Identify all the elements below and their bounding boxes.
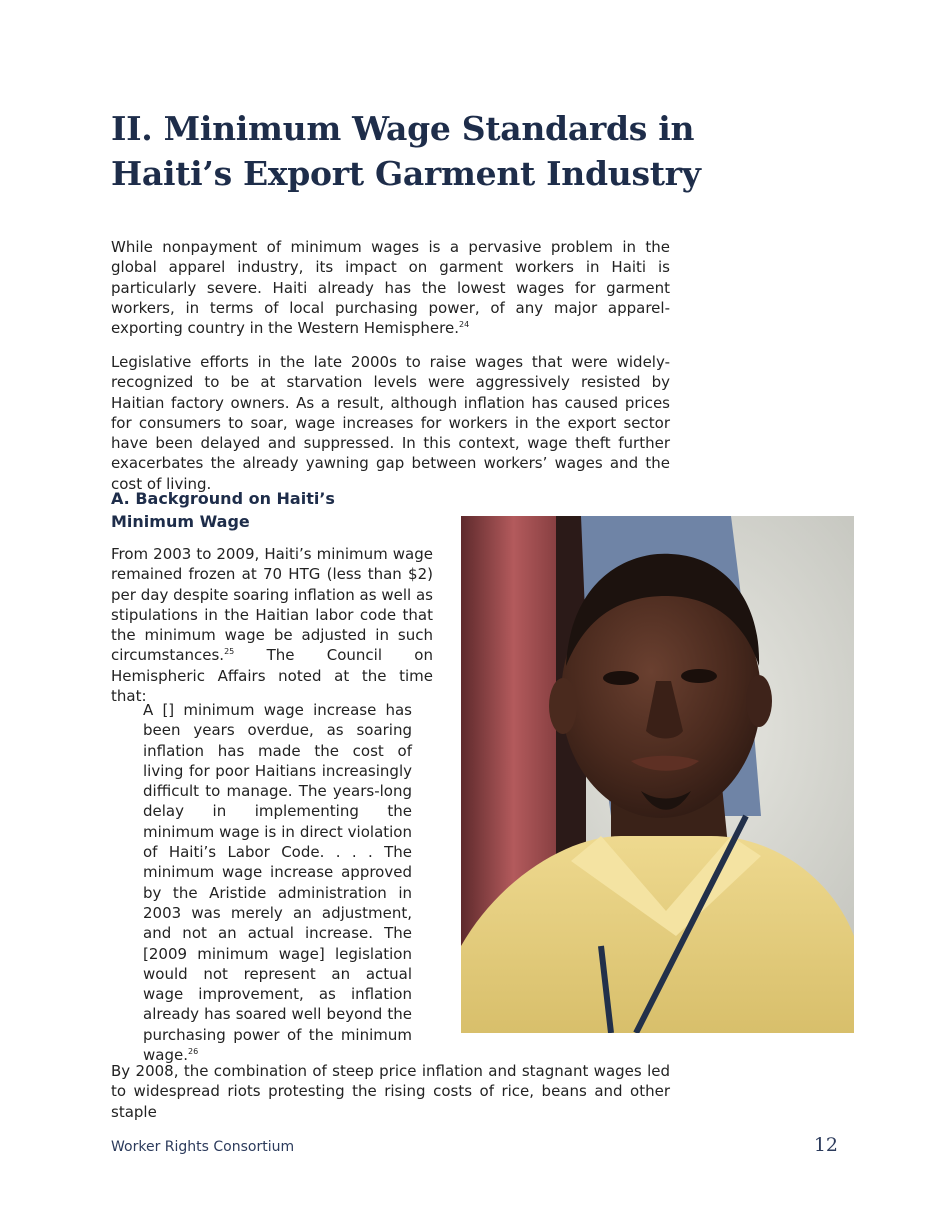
page-number: 12: [813, 1134, 838, 1156]
section-heading-line-2: Minimum Wage: [111, 512, 250, 531]
page-title-line-1: II. Minimum Wage Standards in: [111, 109, 695, 148]
photo-eye-left: [603, 671, 639, 685]
block-quote-text: A [] minimum wage increase has been years overdue, as soaring inflation has made the cost of living for poor Haitians increasingly difficult to manage. The years-long delay in implementing the minimum wage is in direct violation of Haiti’s Labor Code. . . . The minimum wage increase approved by the Aristide administration in 2003 was merely an adjustment, and not an actual increase. The [2009 minimum wage] legislation would not represent an actual wage improvement, as inflation already has soared well beyond the purchasing power of the minimum wage.: [143, 701, 412, 1065]
photo-eye-right: [681, 669, 717, 683]
intro-paragraph-1-text: While nonpayment of minimum wages is a pervasive problem in the global apparel industry, its impact on garment workers in Haiti is particularly severe. Haiti already has the lowest wages for garment workers, in terms of local purchasing power, of any major apparel-exporting country in the Western Hemisphere.: [111, 238, 670, 338]
worker-portrait-photo: [461, 516, 854, 1033]
footnote-ref-25[interactable]: 25: [224, 647, 235, 657]
photo-ear-right: [746, 675, 772, 727]
section-heading: [111, 487, 361, 533]
footnote-ref-26[interactable]: 26: [187, 1047, 199, 1057]
background-paragraph-text-2: The Council on Hemispheric Affairs noted at the time that:: [111, 646, 433, 706]
footer-organization: Worker Rights Consortium: [111, 1139, 295, 1155]
riots-paragraph: By 2008, the combination of steep price inflation and stagnant wages led to widespread riots protesting the rising costs of rice, beans and other staple: [111, 1062, 670, 1121]
intro-paragraph-1: [111, 237, 670, 338]
intro-paragraph-2: Legislative efforts in the late 2000s to raise wages that were widely-recognized to be at starvation levels were aggressively resisted by Haitian factory owners. As a result, although inflation has caused prices for consumers to soar, wage increases for workers in the export sector have been delayed and suppressed. In this context, wage theft further exacerbates the already yawning gap between workers’ wages and the cost of living.: [111, 353, 670, 493]
photo-ear-left: [549, 678, 577, 734]
portrait-illustration: [461, 516, 854, 1033]
footnote-ref-24[interactable]: 24: [459, 320, 470, 330]
page-title-line-2: Haiti’s Export Garment Industry: [111, 154, 701, 193]
background-paragraph-text-1: From 2003 to 2009, Haiti’s minimum wage remained frozen at 70 HTG (less than $2) per day despite soaring inflation as well as stipulations in the Haitian labor code that the minimum wage be adjusted in such circumstances.: [111, 545, 433, 665]
block-quote: [143, 700, 412, 1065]
section-heading-line-1: A. Background on Haiti’s: [111, 489, 335, 508]
page-title: [111, 106, 731, 196]
background-paragraph: [111, 544, 433, 706]
